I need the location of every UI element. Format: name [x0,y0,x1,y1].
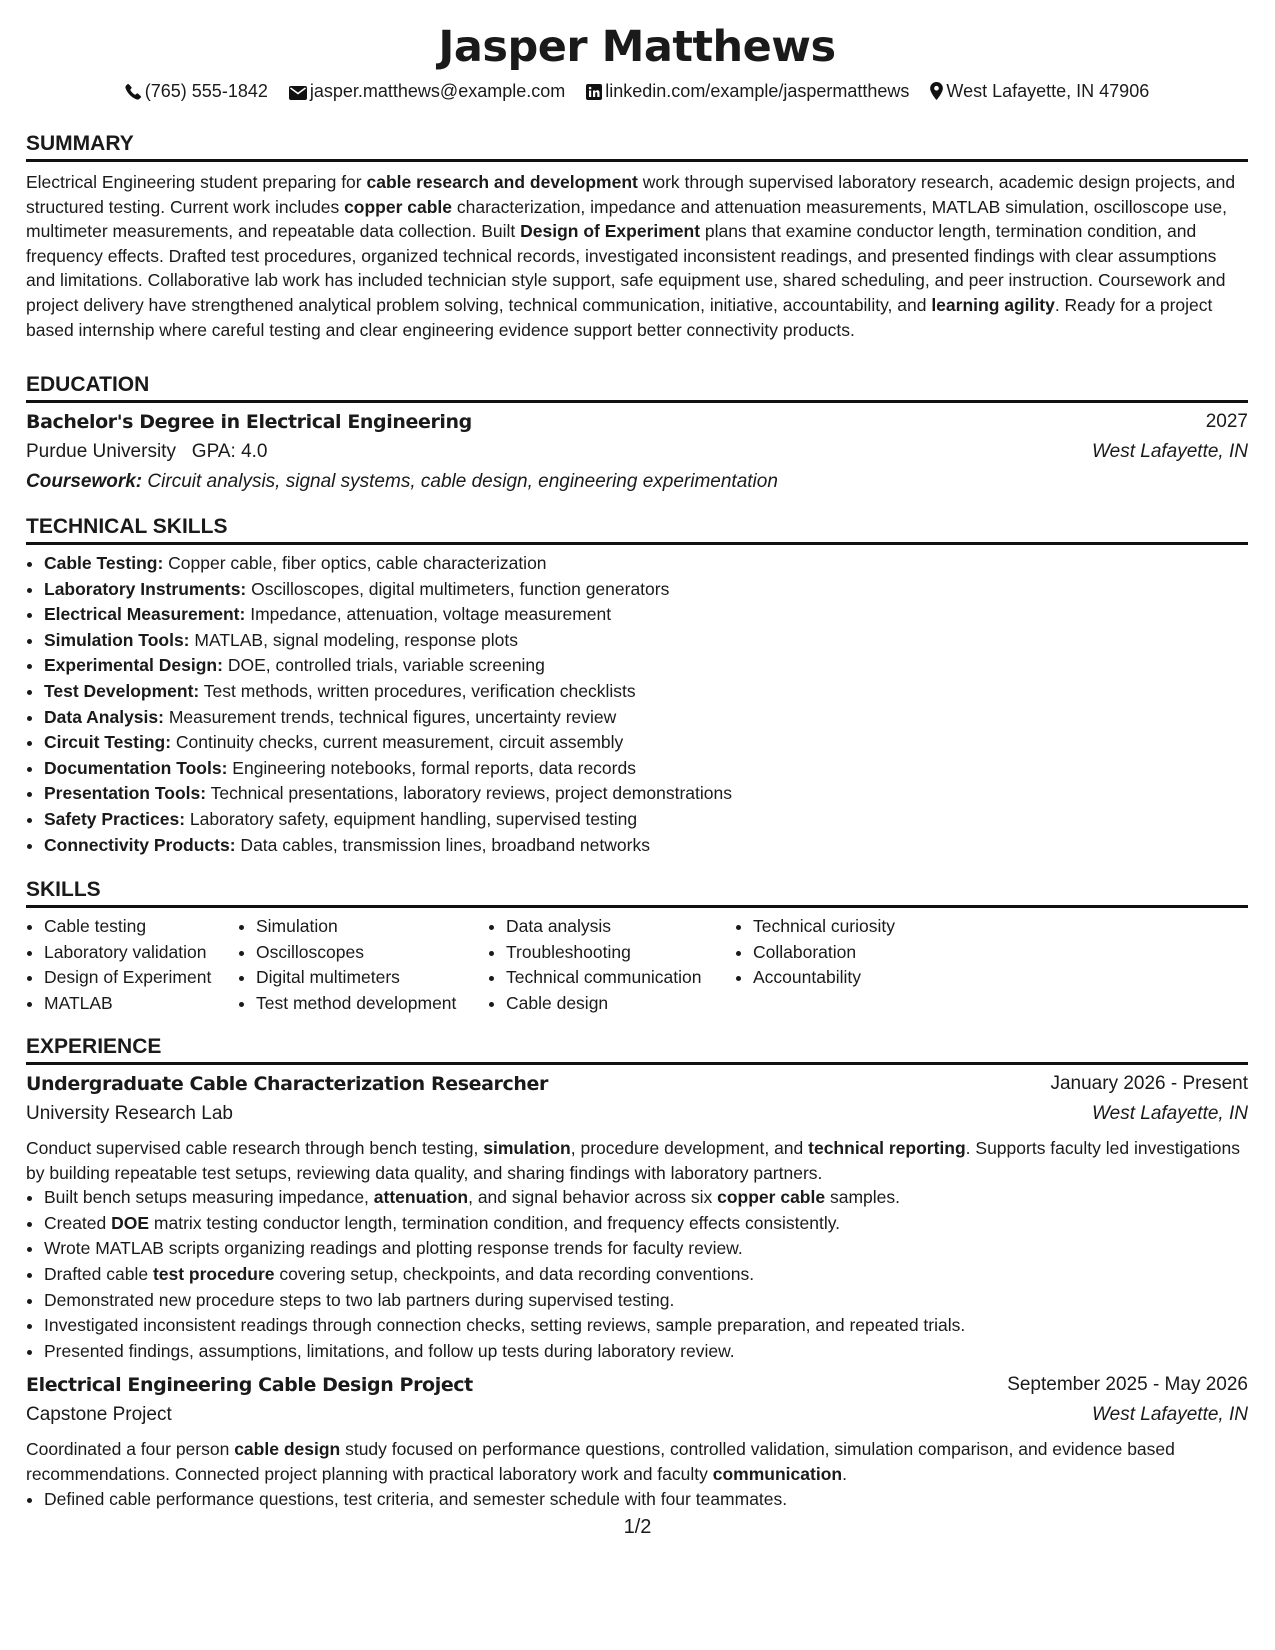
contact-line [26,80,1248,102]
skill-item: • Technical communication [506,965,735,991]
bold-phrase: cable design [234,1439,341,1460]
technical-skill-label: Data Analysis: [44,706,164,727]
envelope-icon [289,86,307,100]
linkedin-icon [586,84,602,100]
skill-item: • Cable design [506,991,735,1017]
technical-skill-item [44,833,1248,859]
skill-item: • Design of Experiment [44,965,238,991]
page-number: 1/2 [623,1516,652,1538]
technical-skill-label: Connectivity Products: [44,834,236,855]
text-run: Drafted cable [44,1263,153,1284]
contact-location [930,81,1149,102]
skills-column [735,914,995,1016]
school-name: Purdue University [26,441,176,462]
technical-skill-label: Electrical Measurement: [44,604,246,625]
text-run: . Ready for a project based internship where careful testing and clear engineering evidence support better connectivity products. [26,294,1213,340]
summary-section [26,131,1248,342]
bold-phrase: simulation [483,1138,571,1158]
technical-skill-text: Oscilloscopes, digital multimeters, function generators [246,578,670,599]
technical-skill-text: Copper cable, fiber optics, cable characterization [163,553,547,573]
text-run: covering setup, checkpoints, and data recording conventions. [274,1263,755,1284]
bold-phrase: test procedure [152,1263,275,1284]
skill-item: • Collaboration [753,940,995,966]
technical-skill-text: DOE, controlled trials, variable screening [222,655,545,676]
technical-skill-text: Impedance, attenuation, voltage measurement [245,604,612,625]
education-section [26,372,1248,501]
experience-entry [26,1073,1248,1364]
experience-role-row [26,1374,1248,1404]
skill-item: • MATLAB [44,991,238,1017]
technical-skill-item [44,628,1248,654]
section-title: EDUCATION [26,372,1248,403]
map-pin-icon [930,82,943,100]
graduation-year: 2027 [1205,411,1248,432]
text-run: Presented findings, assumptions, limitations, and follow up tests during laboratory review. [44,1340,735,1361]
technical-skill-item [44,551,1248,577]
technical-skill-label: Experimental Design: [44,655,223,676]
technical-skill-label: Test Development: [44,680,200,701]
coursework-text: Circuit analysis, signal systems, cable design, engineering experimentation [142,471,778,492]
contact-email [289,81,565,102]
experience-list [26,1073,1248,1512]
role-title: Undergraduate Cable Characterization Researcher [26,1073,548,1095]
technical-skills-list [26,551,1248,858]
technical-skill-text: MATLAB, signal modeling, response plots [189,629,518,650]
experience-bullet [44,1236,1248,1262]
technical-skill-text: Continuity checks, current measurement, circuit assembly [171,732,624,753]
text-run: matrix testing conductor length, termination condition, and frequency effects consistently. [149,1212,841,1233]
school-location: West Lafayette, IN [1092,441,1248,462]
text-run: Demonstrated new procedure steps to two lab partners during supervised testing. [44,1289,675,1310]
experience-bullets [26,1185,1248,1364]
technical-skill-item [44,807,1248,833]
text-run: Investigated inconsistent readings through connection checks, setting reviews, sample preparation, and repeated trials. [44,1315,966,1336]
skills-column [26,914,238,1016]
summary-paragraph [26,170,1248,342]
text-run: . [842,1463,847,1484]
organization: Capstone Project [26,1404,172,1426]
technical-skill-text: Test methods, written procedures, verification checklists [199,680,636,701]
role-dates: September 2025 - May 2026 [1007,1374,1248,1396]
text-run: samples. [825,1187,900,1208]
skills-section [26,877,1248,1016]
technical-skill-item [44,653,1248,679]
contact-phone [125,81,268,102]
bold-phrase: cable research and development [366,172,638,192]
experience-summary [26,1437,1248,1486]
skill-item: • Test method development [256,991,488,1017]
organization-location: West Lafayette, IN [1092,1404,1248,1426]
bold-phrase: learning agility [931,294,1055,315]
bold-phrase: communication [712,1463,843,1484]
skill-item: • Data analysis [506,914,735,940]
contact-linkedin [586,81,909,102]
education-degree-row [26,411,1248,441]
education-school-row [26,441,1248,471]
phone-icon [125,83,142,100]
location-text: West Lafayette, IN 47906 [946,80,1150,101]
technical-skill-label: Simulation Tools: [44,629,190,650]
text-run: , and signal behavior across six [468,1187,718,1208]
text-run: plans that examine conductor length, termination condition, and frequency effects. Drafted test procedures, organized technical records, investigated inconsistent readings, and presented findings with clear assumptions and limitations. Collaborative lab work has included technician style support, safe equipment use, shared scheduling, and peer instruction. Coursework and project delivery have strengthened analytical problem solving, technical communication, initiative, accountability, and [26,221,1226,315]
coursework-row [26,471,1248,501]
coursework-line [26,471,778,493]
experience-bullet [44,1313,1248,1339]
experience-org-row [26,1404,1248,1434]
technical-skill-label: Safety Practices: [44,808,186,829]
text-run: . Supports faculty led investigations by building repeatable test setups, reviewing data quality, and sharing findings with laboratory partners. [26,1138,1240,1183]
technical-skill-label: Cable Testing: [44,553,164,573]
skill-item: • Oscilloscopes [256,940,488,966]
text-run: Electrical Engineering student preparing for [26,172,367,192]
technical-skill-item [44,602,1248,628]
text-run: Built bench setups measuring impedance, [44,1187,374,1208]
experience-entry [26,1374,1248,1512]
technical-skill-item [44,781,1248,807]
section-title: SKILLS [26,877,1248,908]
experience-bullet [44,1487,1248,1513]
email-text: jasper.matthews@example.com [309,80,566,101]
skill-item: • Simulation [256,914,488,940]
section-title: TECHNICAL SKILLS [26,514,1248,545]
text-run: Defined cable performance questions, test criteria, and semester schedule with four teammates. [44,1488,788,1509]
skill-item: • Laboratory validation [44,940,238,966]
coursework-label: Coursework: [26,471,143,492]
experience-role-row [26,1073,1248,1103]
technical-skill-text: Engineering notebooks, formal reports, data records [227,757,636,778]
skill-item: • Technical curiosity [753,914,995,940]
text-run: characterization, impedance and attenuation measurements, MATLAB simulation, oscilloscope use, multimeter measurements, and repeatable data collection. Built [26,196,1227,242]
skills-column [238,914,488,1016]
skills-column [488,914,735,1016]
text-run: Coordinated a four person [26,1439,235,1460]
organization-location: West Lafayette, IN [1092,1103,1248,1124]
experience-bullet [44,1288,1248,1314]
experience-bullet [44,1185,1248,1211]
text-run: study focused on performance questions, controlled validation, simulation comparison, and evidence based recommendations. Connected project planning with practical laboratory work and faculty [26,1439,1175,1484]
role-title: Electrical Engineering Cable Design Project [26,1374,473,1397]
school-line [26,441,267,463]
bold-phrase: Design of Experiment [520,221,701,242]
experience-section [26,1034,1248,1512]
experience-summary [26,1136,1248,1185]
skill-item: • Digital multimeters [256,965,488,991]
degree-title: Bachelor's Degree in Electrical Engineering [26,411,472,433]
section-title: SUMMARY [26,131,1248,162]
text-run: Wrote MATLAB scripts organizing readings and plotting response trends for faculty review. [44,1238,743,1259]
technical-skill-item [44,730,1248,756]
technical-skill-item [44,705,1248,731]
experience-bullet [44,1262,1248,1288]
experience-bullet [44,1211,1248,1237]
skill-item: • Accountability [753,965,995,991]
technical-skill-label: Documentation Tools: [44,757,228,778]
bold-phrase: copper cable [344,196,453,217]
bold-phrase: DOE [111,1212,150,1233]
text-run: Conduct supervised cable research through bench testing, [26,1138,484,1158]
technical-skill-label: Presentation Tools: [44,783,207,804]
experience-bullet [44,1339,1248,1365]
role-dates: January 2026 - Present [1050,1073,1248,1094]
organization: University Research Lab [26,1103,233,1124]
linkedin-text: linkedin.com/example/jaspermatthews [605,80,910,101]
technical-skill-item [44,679,1248,705]
bold-phrase: technical reporting [808,1138,966,1158]
section-title: EXPERIENCE [26,1034,1248,1065]
technical-skill-item [44,577,1248,603]
experience-org-row [26,1103,1248,1133]
technical-skills-section [26,514,1248,858]
bold-phrase: attenuation [373,1187,469,1208]
skill-item: • Troubleshooting [506,940,735,966]
technical-skill-label: Laboratory Instruments: [44,578,247,599]
technical-skill-label: Circuit Testing: [44,732,172,753]
text-run: work through supervised laboratory research, academic design projects, and structured testing. Current work includes [26,172,1236,217]
experience-bullets [26,1487,1248,1513]
bold-phrase: copper cable [717,1187,826,1208]
skills-grid [26,914,1248,1016]
skill-item: • Cable testing [44,914,238,940]
technical-skill-text: Measurement trends, technical figures, uncertainty review [163,706,617,727]
gpa: GPA: 4.0 [191,441,268,462]
text-run: Created [44,1212,112,1233]
technical-skill-item [44,756,1248,782]
technical-skill-text: Laboratory safety, equipment handling, supervised testing [185,808,638,829]
technical-skill-text: Technical presentations, laboratory reviews, project demonstrations [206,783,732,804]
candidate-name: Jasper Matthews [438,22,836,72]
phone-text: (765) 555-1842 [144,80,268,101]
technical-skill-text: Data cables, transmission lines, broadband networks [235,834,650,855]
text-run: , procedure development, and [570,1138,809,1158]
